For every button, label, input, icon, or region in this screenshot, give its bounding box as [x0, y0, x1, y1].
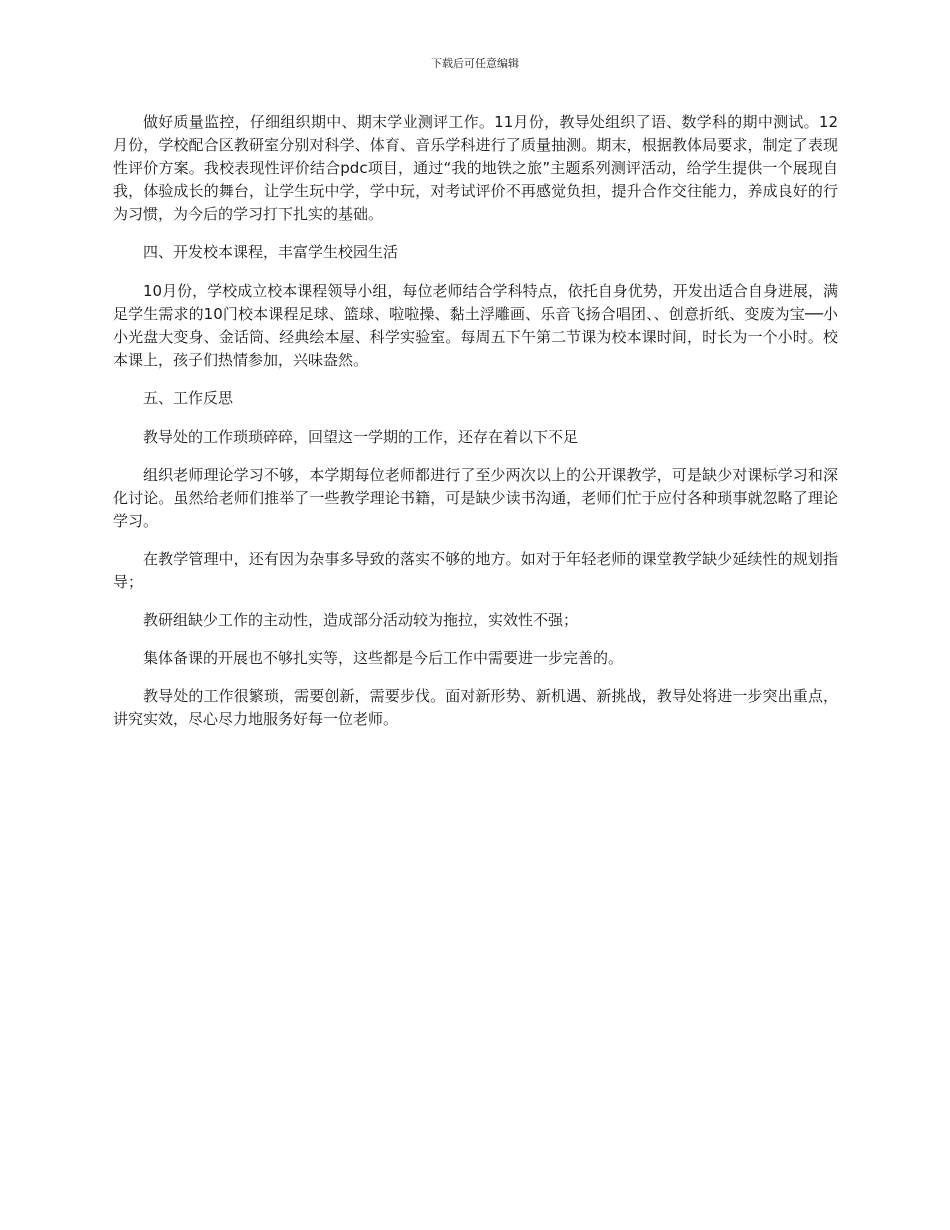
paragraph-quality-monitoring: 做好质量监控，仔细组织期中、期末学业测评工作。11月份，教导处组织了语、数学科的期中测试。12月份，学校配合区教研室分别对科学、体育、音乐学科进行了质量抽测。期末，根据教体局要求，制定了表现性评价方案。我校表现性评价结合pdc项目，通过“我的地铁之旅”主题系列测评活动，给学生提供一个展现自我，体验成长的舞台，让学生玩中学，学中玩，对考试评价不再感觉负担，提升合作交往能力，养成良好的行为习惯，为今后的学习打下扎实的基础。 [113, 113, 838, 223]
document-body [113, 111, 838, 746]
section-heading-school-curriculum: 四、开发校本课程，丰富学生校园生活 [143, 243, 399, 261]
page-header-note: 下载后可任意编辑 [431, 57, 519, 70]
paragraph-theory-study: 组织老师理论学习不够，本学期每位老师都进行了至少两次以上的公开课教学，可是缺少对课标学习和深化讨论。虽然给老师们推举了一些教学理论书籍，可是缺少读书沟通，老师们忙于应付各种琐事就忽略了理论学习。 [113, 466, 838, 530]
paragraph-closing: 教导处的工作很繁琐，需要创新，需要步伐。面对新形势、新机遇、新挑战，教导处将进一步突出重点，讲究实效，尽心尽力地服务好每一位老师。 [113, 687, 838, 728]
paragraph-teaching-management: 在教学管理中，还有因为杂事多导致的落实不够的地方。如对于年轻老师的课堂教学缺少延续性的规划指导； [113, 550, 838, 591]
paragraph-shortcomings-intro: 教导处的工作琐琐碎碎，回望这一学期的工作，还存在着以下不足 [143, 428, 579, 446]
paragraph-research-group: 教研组缺少工作的主动性，造成部分活动较为拖拉，实效性不强； [143, 611, 579, 629]
paragraph-collective-lesson-prep: 集体备课的开展也不够扎实等，这些都是今后工作中需要进一步完善的。 [143, 649, 624, 667]
paragraph-school-curriculum: 10月份，学校成立校本课程领导小组，每位老师结合学科特点，依托自身优势，开发出适合自身进展，满足学生需求的10门校本课程足球、篮球、啦啦操、黏土浮雕画、乐音飞扬合唱团、、创意折纸、变废为宝──小小光盘大变身、金话筒、经典绘本屋、科学实验室。每周五下午第二节课为校本课时间，时长为一个小时。校本课上，孩子们热情参加，兴味盎然。 [113, 282, 838, 369]
section-heading-work-reflection: 五、工作反思 [143, 389, 234, 407]
